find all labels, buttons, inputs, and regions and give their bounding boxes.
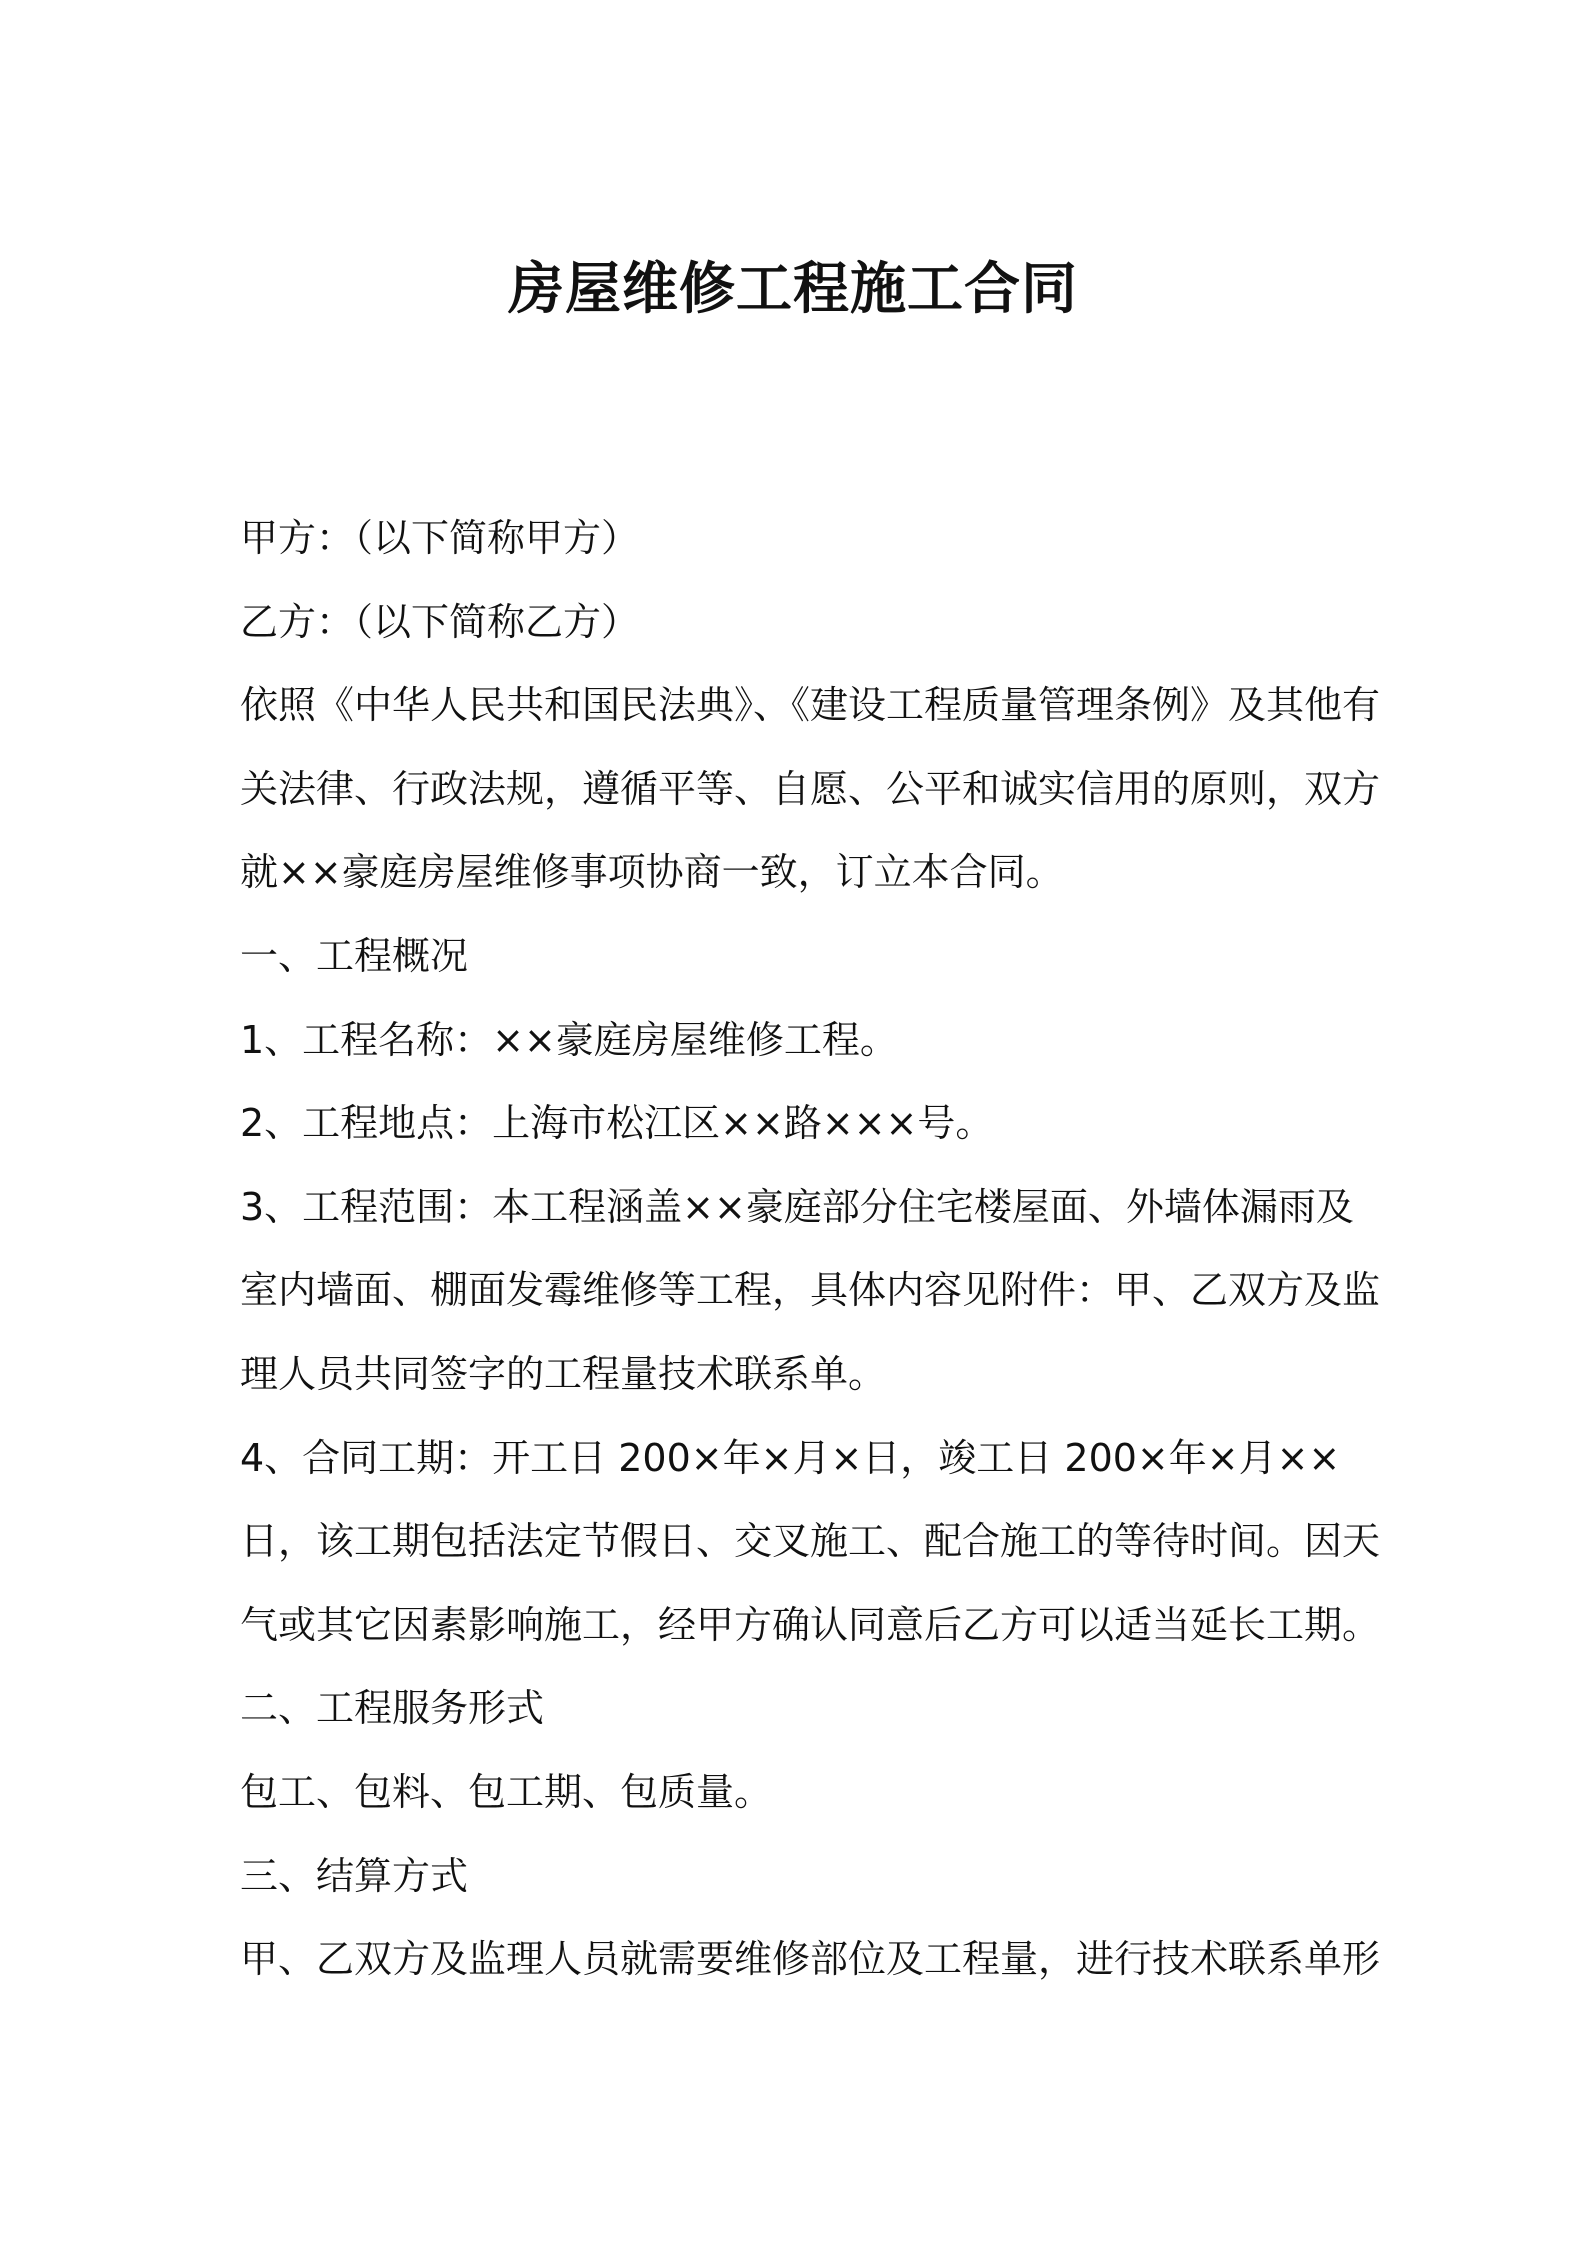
clause-project-scope-3: 理人员共同签字的工程量技术联系单。 xyxy=(240,1351,887,1396)
party-b-line: 乙方：（以下简称乙方） xyxy=(240,599,640,644)
preamble-line-1: 依照《中华人民共和国民法典》、《建设工程质量管理条例》及其他有 xyxy=(240,683,1381,728)
clause-contract-period-1: 4、合同工期：开工日 200×年×月×日，竣工日 200×年×月×× xyxy=(240,1435,1341,1480)
clause-project-name: 1、工程名称：××豪庭房屋维修工程。 xyxy=(240,1017,898,1062)
clause-project-location: 2、工程地点：上海市松江区××路×××号。 xyxy=(240,1101,994,1146)
preamble-line-3: 就××豪庭房屋维修事项协商一致，订立本合同。 xyxy=(240,850,1064,895)
party-a-line: 甲方：（以下简称甲方） xyxy=(240,516,640,560)
service-form-line: 包工、包料、包工期、包质量。 xyxy=(240,1769,773,1814)
section-heading-1: 一、工程概况 xyxy=(240,933,469,978)
document-title: 房屋维修工程施工合同 xyxy=(508,257,1078,322)
clause-contract-period-3: 气或其它因素影响施工，经甲方确认同意后乙方可以适当延长工期。 xyxy=(240,1602,1381,1647)
section-heading-3: 三、结算方式 xyxy=(240,1853,469,1898)
clause-project-scope-2: 室内墙面、棚面发霉维修等工程，具体内容见附件：甲、乙双方及监 xyxy=(240,1268,1381,1313)
clause-contract-period-2: 日，该工期包括法定节假日、交叉施工、配合施工的等待时间。因天 xyxy=(240,1519,1381,1564)
section-heading-2: 二、工程服务形式 xyxy=(240,1686,545,1731)
clause-project-scope-1: 3、工程范围：本工程涵盖××豪庭部分住宅楼屋面、外墙体漏雨及 xyxy=(240,1184,1354,1229)
preamble-line-2: 关法律、行政法规，遵循平等、自愿、公平和诚实信用的原则，双方 xyxy=(240,766,1381,811)
settlement-line-1: 甲、乙双方及监理人员就需要维修部位及工程量，进行技术联系单形 xyxy=(240,1937,1381,1982)
document-body xyxy=(240,497,1381,2002)
